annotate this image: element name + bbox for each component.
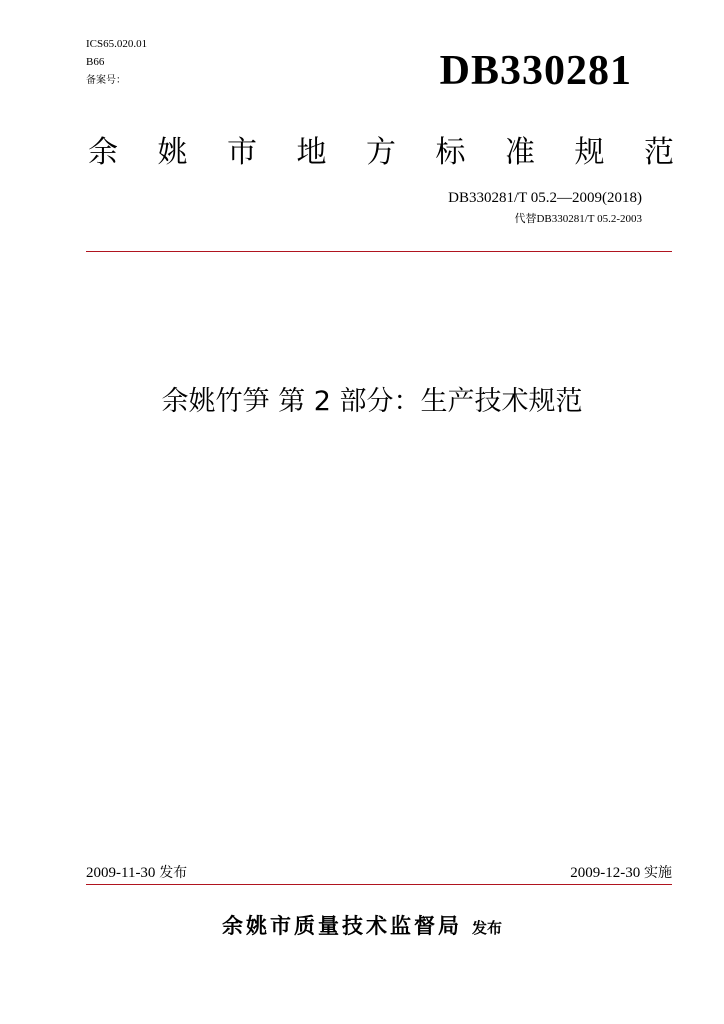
issuer-action: 发布 (471, 919, 502, 937)
footer-divider (86, 884, 672, 885)
standard-type-heading (86, 133, 676, 173)
standard-type-char: 方 (366, 135, 396, 170)
standard-number: DB330281/T 05.2—2009(2018) (448, 190, 642, 206)
ics-code: ICS65.020.01 (86, 38, 148, 50)
standard-type-char: 市 (227, 135, 257, 170)
classification-code: B66 (86, 56, 105, 68)
effective-date (570, 864, 672, 882)
standard-type-char: 姚 (157, 135, 188, 170)
standard-type-char: 规 (574, 135, 605, 170)
standard-type-char: 准 (505, 135, 535, 170)
document-title: 余姚竹笋 第 2 部分：生产技术规范 (161, 386, 583, 417)
issue-date-value: 2009-11-30 (86, 865, 156, 881)
effective-date-suffix: 实施 (644, 865, 672, 881)
issuer-name: 余姚市质量技术监督局 (221, 914, 462, 938)
standard-type-char: 地 (296, 135, 327, 170)
record-number-label: 备案号： (86, 75, 126, 86)
issue-date-suffix: 发布 (159, 865, 188, 881)
header-divider (86, 251, 672, 252)
standard-type-char: 范 (644, 135, 674, 170)
standard-code-heading: DB330281 (439, 48, 632, 94)
standard-type-char: 余 (88, 135, 118, 170)
replaces-standard: 代替DB330281/T 05.2-2003 (514, 213, 642, 225)
issuing-authority (0, 910, 724, 940)
issue-date (86, 864, 187, 882)
effective-date-value: 2009-12-30 (570, 865, 641, 881)
standard-type-char: 标 (435, 135, 466, 170)
